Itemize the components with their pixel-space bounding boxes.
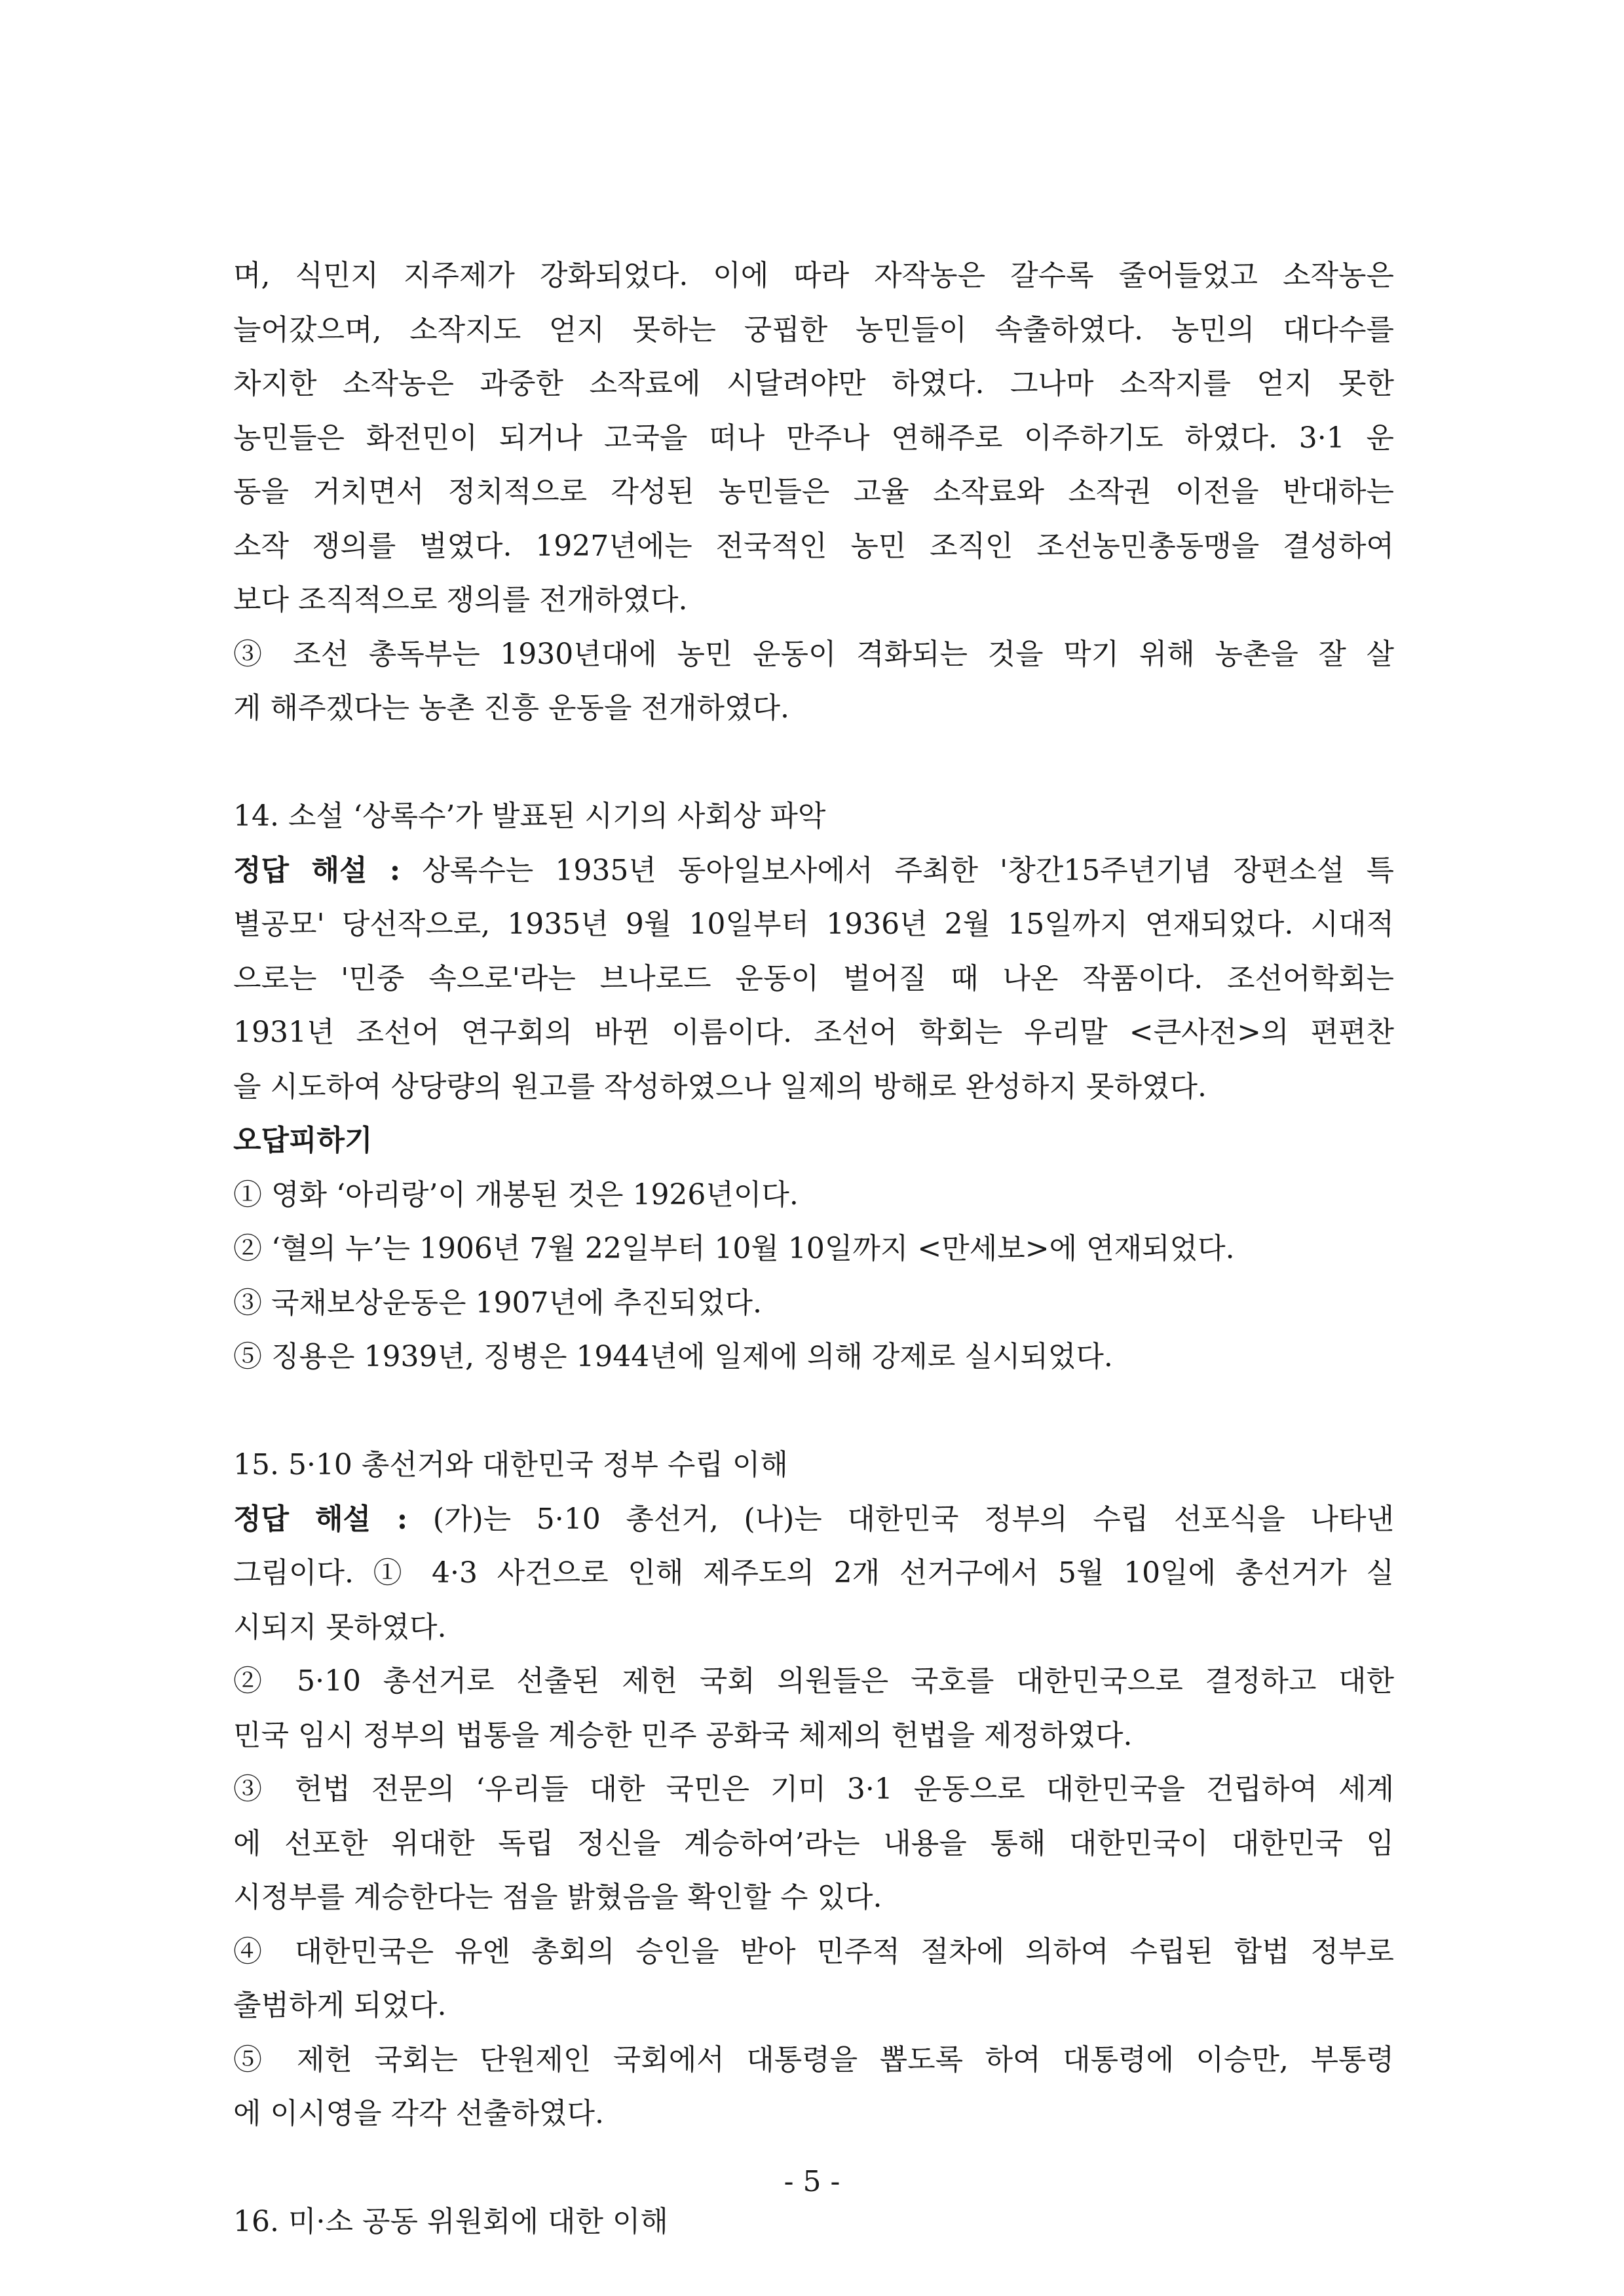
text-line: 늘어갔으며, 소작지도 얻지 못하는 궁핍한 농민들이 속출하였다. 농민의 대다수를: [233, 313, 1394, 347]
text-line: 출범하게 되었다.: [233, 1989, 447, 2022]
answer-label: 정답 해설 :: [233, 853, 401, 887]
text-line: 며, 식민지 지주제가 강화되었다. 이에 따라 자작농은 갈수록 줄어들었고 소작농은: [233, 259, 1394, 292]
text-line: 그림이다. ① 4·3 사건으로 인해 제주도의 2개 선거구에서 5월 10일에 총선거가 실: [233, 1556, 1394, 1590]
document-body: [233, 249, 1394, 2249]
option-line: ① 영화 ‘아리랑’이 개봉된 것은 1926년이다.: [233, 1177, 799, 1212]
continuation-paragraph: [233, 249, 1394, 736]
text-line: 별공모' 당선작으로, 1935년 9월 10일부터 1936년 2월 15일까지 연재되었다. 시대적: [233, 908, 1394, 941]
question-title: 14. 소설 ‘상록수’가 발표된 시기의 사회상 파악: [233, 799, 826, 833]
text-line: 에 선포한 위대한 독립 정신을 계승하여’라는 내용을 통해 대한민국이 대한민국 임: [233, 1826, 1394, 1860]
answer-text: (가)는 5·10 총선거, (나)는 대한민국 정부의 수립 선포식을 나타낸: [407, 1502, 1394, 1536]
answer-text: 상록수는 1935년 동아일보사에서 주최한 '창간15주년기념 장편소설 특: [400, 853, 1394, 887]
option-line: ③ 헌법 전문의 ‘우리들 대한 국민은 기미 3·1 운동으로 대한민국을 건립하여 세계: [233, 1772, 1394, 1806]
text-line: 민국 임시 정부의 법통을 계승한 민주 공화국 체제의 헌법을 제정하였다.: [233, 1718, 1133, 1752]
answer-explanation-line: [233, 844, 1394, 898]
text-line: 1931년 조선어 연구회의 바뀐 이름이다. 조선어 학회는 우리말 <큰사전>의 편편찬: [233, 1016, 1394, 1049]
page-number: - 5 -: [784, 2165, 840, 2198]
question-title: 15. 5·10 총선거와 대한민국 정부 수립 이해: [233, 1448, 788, 1482]
option-line: ④ 대한민국은 유엔 총회의 승인을 받아 민주적 절차에 의하여 수립된 합법 정부로: [233, 1934, 1394, 1968]
avoid-wrong-label: 오답피하기: [233, 1124, 373, 1157]
answer-label: 정답 해설 :: [233, 1502, 408, 1536]
question-14: [233, 790, 1394, 1385]
option-line: ⑤ 제헌 국회는 단원제인 국회에서 대통령을 뽑도록 하여 대통령에 이승만, 부통령: [233, 2042, 1394, 2076]
question-15: [233, 1438, 1394, 2141]
text-line: 차지한 소작농은 과중한 소작료에 시달려야만 하였다. 그나마 소작지를 얻지 못한: [233, 367, 1394, 400]
text-line: 시정부를 계승한다는 점을 밝혔음을 확인할 수 있다.: [233, 1881, 882, 1914]
option-line: ③ 국채보상운동은 1907년에 추진되었다.: [233, 1286, 762, 1320]
text-line: 소작 쟁의를 벌였다. 1927년에는 전국적인 농민 조직인 조선농민총동맹을 결성하여: [233, 529, 1394, 563]
text-line: 게 해주겠다는 농촌 진흥 운동을 전개하였다.: [233, 691, 789, 725]
text-line: 시되지 못하였다.: [233, 1610, 447, 1644]
text-line: 에 이시영을 각각 선출하였다.: [233, 2097, 604, 2130]
paragraph-gap: [233, 1385, 1394, 1439]
question-16: [233, 2195, 1394, 2249]
text-line: 동을 거치면서 정치적으로 각성된 농민들은 고율 소작료와 소작권 이전을 반대하는: [233, 475, 1394, 508]
text-line: 보다 조직적으로 쟁의를 전개하였다.: [233, 583, 688, 617]
answer-explanation-line: [233, 1493, 1394, 1547]
question-title: 16. 미·소 공동 위원회에 대한 이해: [233, 2205, 668, 2238]
text-line: 으로는 '민중 속으로'라는 브나로드 운동이 벌어질 때 나온 작품이다. 조선어학회는: [233, 961, 1394, 995]
option-line: ② 5·10 총선거로 선출된 제헌 국회 의원들은 국호를 대한민국으로 결정하고 대한: [233, 1664, 1394, 1698]
option-line: ② ‘혈의 누’는 1906년 7월 22일부터 10월 10일까지 <만세보>에 연재되었다.: [233, 1232, 1235, 1265]
text-line: 농민들은 화전민이 되거나 고국을 떠나 만주나 연해주로 이주하기도 하였다. 3·1 운: [233, 421, 1394, 455]
text-line: 을 시도하여 상당량의 원고를 작성하였으나 일제의 방해로 완성하지 못하였다.: [233, 1069, 1207, 1103]
option-line: ⑤ 징용은 1939년, 징병은 1944년에 일제에 의해 강제로 실시되었다.: [233, 1340, 1113, 1373]
option-line: ③ 조선 총독부는 1930년대에 농민 운동이 격화되는 것을 막기 위해 농촌을 잘 살: [233, 637, 1394, 671]
paragraph-gap: [233, 736, 1394, 790]
